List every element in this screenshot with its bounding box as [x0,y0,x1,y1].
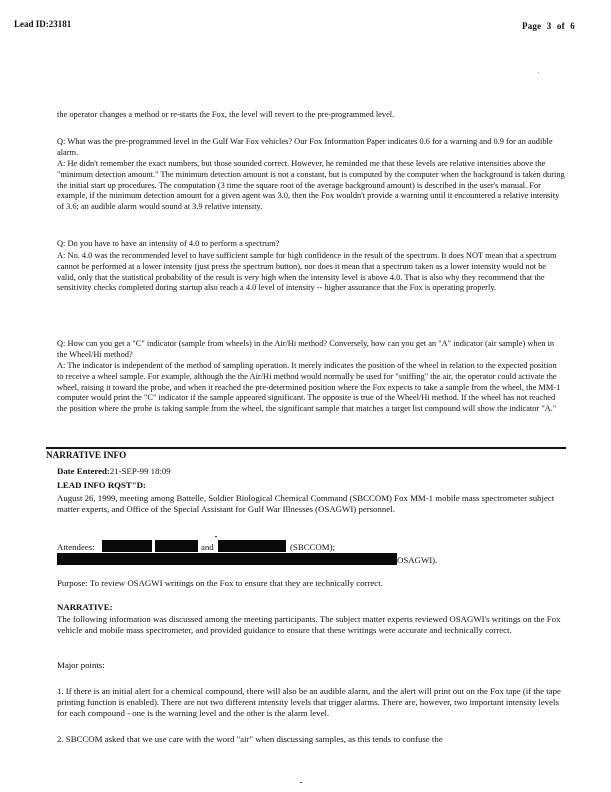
redaction-block [155,540,198,552]
scan-mark [215,536,217,537]
attendees-sbccom: (SBCCOM); [290,542,335,552]
section-divider [46,447,566,449]
answer-2: A: No. 4.0 was the recommended level to have sufficient sample for high confidence in the result of the spectrum. It does NOT mean that a spectrum cannot be performed at a lower intensity (just press the spectrum button), nor does it mean that a spectrum taken as a lower intensity would not be valid, only that the statistical probability of the result is very high when the intensity level is above 4.0. That is also why they recommend that the sensitivity checks completed during startup also reach a 4.0 level of intensity -- higher assurance that the Fox is operating properly. [57,251,557,293]
answer-3: A: The indicator is independent of the method of sampling operation. It merely indicates the position of the wheel in relation to the expected position to receive a wheel sample. For example, although the the Air/Hi method would normally be used for "sniffing" the air, the operator could activate the wheel, raising it toward the probe, and when it reached the pre-determined position where the Fox expects to take a sample from the wheel, the MM-1 computer would print the "C" indicator if the sample appeared significant. The opposite is true of the Wheel/Hi method. If the wheel has not reached the position where the probe is taking sample from the wheel, the significant sample that matches a target list compound will show the indicator "A." [57,361,561,414]
page-word: Page [522,21,542,31]
lead-info-label: LEAD INFO RQST"D: [57,480,146,490]
attendees-and: and [201,542,214,552]
page-total: 6 [570,21,575,31]
redaction-block [102,540,152,552]
narrative-text: The following information was discussed among the meeting participants. The subject matter experts reviewed OSAGWI's writings on the Fox vehicle and mobile mass spectrometer, and provided guidance to ensure that these writings were accurate and technically correct. [57,614,561,636]
question-2: Q: Do you have to have an intensity of 4.0 to perform a spectrum? [57,239,280,248]
question-3: Q: How can you get a "C" indicator (sample from wheels) in the Air/Hi method? Conversely, how can you get an "A" indicator (air sample) when in the Wheel/Hi method? [57,339,555,359]
lead-id: Lead ID:23181 [14,19,72,29]
redaction-block [218,540,286,552]
attendees-osagwi: OSAGWI). [397,555,438,565]
redaction-block [57,553,397,565]
page-indicator [522,21,578,31]
major-point-2: 2. SBCCOM asked that we use care with the word "air" when discussing samples, as this tends to confuse the [57,734,443,744]
lead-info-text: August 26, 1999, meeting among Battelle, Soldier Biological Chemical Command (SBCCOM) Fox MM-1 mobile mass spectrometer subject matter experts, and Office of the Special Assistant for Gulf War Illnesses (OSAGWI) personnel. [57,493,555,515]
date-entered-label: Date Entered: [57,466,110,476]
paragraph-continuation: the operator changes a method or re-starts the Fox, the level will revert to the pre-programmed level. [57,110,395,119]
scan-mark [300,782,302,783]
purpose-text: Purpose: To review OSAGWI writings on the Fox to ensure that they are technically correct. [57,578,383,588]
attendees-label: Attendees: [57,542,95,552]
date-entered-value: 21-SEP-99 18:09 [109,466,171,476]
major-point-1: 1. If there is an initial alert for a chemical compound, there will also be an audible alarm, and the alert will print out on the Fox tape (if the tape printing function is enabled). There are not two different intensity levels that trigger alarms. There are, however, two important intensity levels for each compound - one is the warning level and the other is the alarm level. [57,686,561,719]
major-points-label: Major points: [57,660,105,670]
date-entered [57,466,171,476]
question-1: Q: What was the pre-programmed level in the Gulf War Fox vehicles? Our Fox Information Paper indicates 0.6 for a warning and 0.9 for an audible alarm. [57,137,553,157]
narrative-info-heading: NARRATIVE INFO [46,450,127,460]
page-of: of [556,21,565,31]
page-number: 3 [546,21,552,31]
narrative-label: NARRATIVE: [57,602,113,612]
scan-speck [538,72,539,73]
answer-1: A: He didn't remember the exact numbers, but those sounded correct. However, he reminded me that these levels are relative intensities above the "minimum detection amount." The minimum detection amount is not a constant, but is computed by the computer when the background is taken during the initial start up procedures. The computation (3 time the square root of the average background amount) is described in the user's manual. For example, if the minimum detection amount for a given agent was 3.0, then the Fox wouldn't provide a warning until it encountered a relative intensity of 3.6; an audible alarm would sound at 3.9 relative intensity. [57,159,565,212]
